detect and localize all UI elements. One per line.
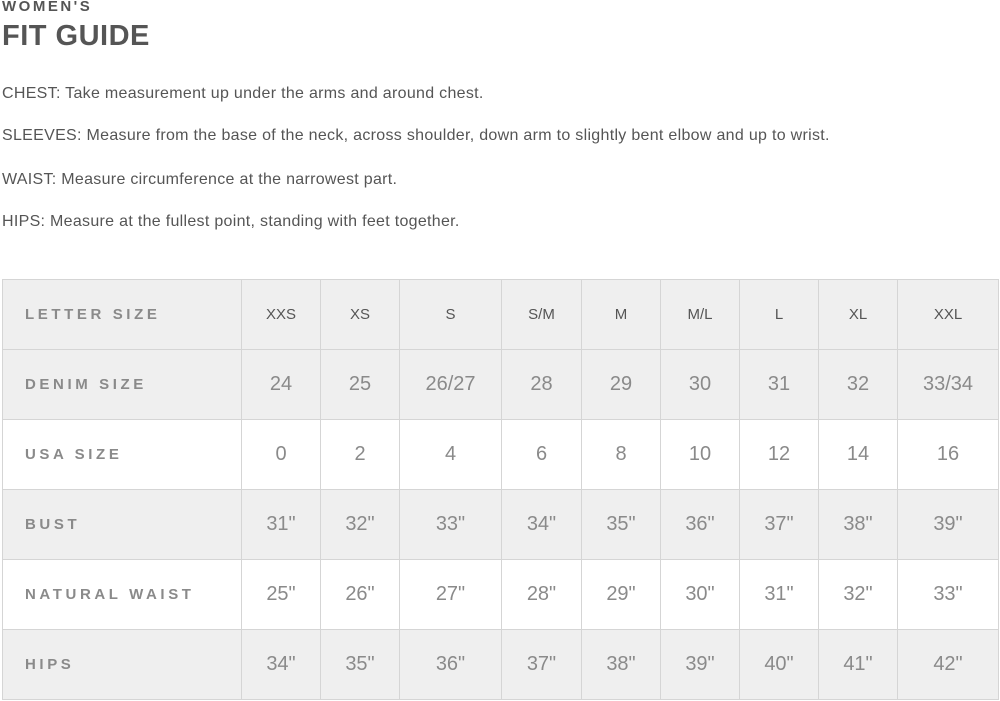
table-cell: 26/27	[400, 350, 502, 420]
table-cell: 42"	[898, 630, 999, 700]
table-cell: 31	[740, 350, 819, 420]
table-cell: 39"	[898, 490, 999, 560]
table-cell: 0	[242, 420, 321, 490]
table-cell: 27"	[400, 560, 502, 630]
table-cell: 14	[819, 420, 898, 490]
instruction-hips: HIPS: Measure at the fullest point, standing with feet together.	[2, 213, 460, 230]
table-cell: 39"	[661, 630, 740, 700]
table-cell: 6	[502, 420, 582, 490]
table-cell: XL	[819, 280, 898, 350]
table-cell: XXS	[242, 280, 321, 350]
table-cell: 35"	[321, 630, 400, 700]
table-cell: 25	[321, 350, 400, 420]
table-cell: 38"	[819, 490, 898, 560]
row-label: NATURAL WAIST	[3, 560, 242, 630]
table-cell: 31"	[740, 560, 819, 630]
table-cell: XS	[321, 280, 400, 350]
table-cell: 32"	[321, 490, 400, 560]
table-cell: 33"	[400, 490, 502, 560]
table-cell: 36"	[400, 630, 502, 700]
row-hips	[3, 630, 999, 700]
table-cell: M/L	[661, 280, 740, 350]
table-cell: 34"	[502, 490, 582, 560]
table-cell: 41"	[819, 630, 898, 700]
table-cell: 4	[400, 420, 502, 490]
row-label: USA SIZE	[3, 420, 242, 490]
table-cell: S/M	[502, 280, 582, 350]
table-cell: 28	[502, 350, 582, 420]
table-cell: 34"	[242, 630, 321, 700]
row-label: BUST	[3, 490, 242, 560]
row-label: LETTER SIZE	[3, 280, 242, 350]
table-cell: 26"	[321, 560, 400, 630]
table-cell: 25"	[242, 560, 321, 630]
table-cell: 24	[242, 350, 321, 420]
table-cell: 16	[898, 420, 999, 490]
table-cell: 36"	[661, 490, 740, 560]
row-denim-size	[3, 350, 999, 420]
table-cell: XXL	[898, 280, 999, 350]
row-natural-waist	[3, 560, 999, 630]
row-bust	[3, 490, 999, 560]
table-cell: 33"	[898, 560, 999, 630]
row-usa-size	[3, 420, 999, 490]
table-cell: 37"	[502, 630, 582, 700]
table-cell: 38"	[582, 630, 661, 700]
table-cell: 32	[819, 350, 898, 420]
table-cell: 29"	[582, 560, 661, 630]
row-label: DENIM SIZE	[3, 350, 242, 420]
table-cell: 30	[661, 350, 740, 420]
table-cell: 28"	[502, 560, 582, 630]
section-kicker: WOMEN'S	[2, 0, 93, 15]
page-title: FIT GUIDE	[2, 20, 150, 52]
table-cell: 33/34	[898, 350, 999, 420]
table-cell: 35"	[582, 490, 661, 560]
row-label: HIPS	[3, 630, 242, 700]
instruction-sleeves: SLEEVES: Measure from the base of the neck, across shoulder, down arm to slightly bent elbow and up to wrist.	[2, 127, 830, 144]
table-cell: 30"	[661, 560, 740, 630]
table-cell: S	[400, 280, 502, 350]
table-cell: L	[740, 280, 819, 350]
table-cell: 12	[740, 420, 819, 490]
table-cell: 2	[321, 420, 400, 490]
table-cell: 8	[582, 420, 661, 490]
instruction-chest: CHEST: Take measurement up under the arms and around chest.	[2, 85, 484, 102]
table-cell: 32"	[819, 560, 898, 630]
instruction-waist: WAIST: Measure circumference at the narrowest part.	[2, 171, 398, 188]
table-cell: M	[582, 280, 661, 350]
size-chart-table	[2, 279, 999, 700]
table-cell: 10	[661, 420, 740, 490]
table-cell: 31"	[242, 490, 321, 560]
table-cell: 40"	[740, 630, 819, 700]
table-cell: 29	[582, 350, 661, 420]
row-letter-size	[3, 280, 999, 350]
table-cell: 37"	[740, 490, 819, 560]
